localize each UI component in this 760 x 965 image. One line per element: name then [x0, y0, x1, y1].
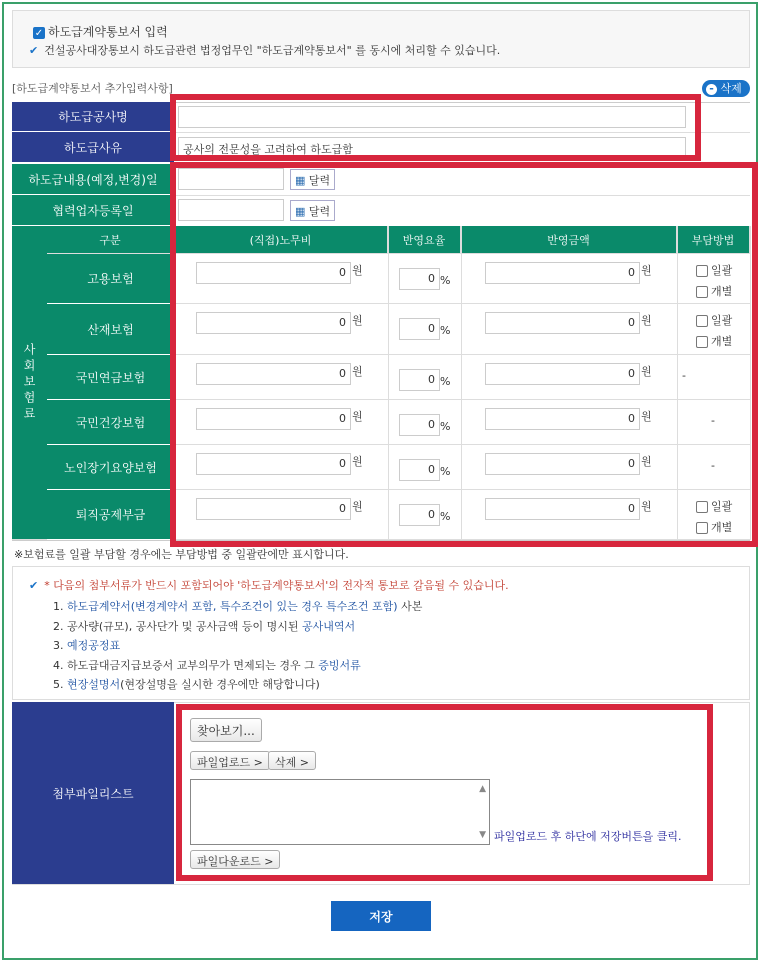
- won-unit: 원: [352, 365, 363, 378]
- attach-notice-item: 4. 하도급대금지급보증서 교부의무가 면제되는 경우 그 증빙서류: [53, 658, 361, 672]
- insurance-row-label: 국민건강보험: [47, 400, 174, 445]
- browse-button[interactable]: 찾아보기...: [190, 718, 262, 742]
- insurance-header-cell: 반영요율: [388, 226, 461, 254]
- scroll-down-icon[interactable]: ▼: [479, 830, 486, 840]
- amount-input[interactable]: 0: [485, 312, 640, 334]
- content-date-label: 하도급내용(예정,변경)일: [12, 164, 174, 195]
- highlight-box: [170, 94, 701, 161]
- attach-list-label: 첨부파일리스트: [12, 702, 174, 885]
- attach-notice-item: 2. 공사량(규모), 공사단가 및 공사금액 등이 명시된 공사내역서: [53, 619, 356, 633]
- won-unit: 원: [641, 314, 652, 327]
- percent-unit: %: [440, 375, 451, 388]
- method-none: -: [711, 459, 715, 472]
- won-unit: 원: [352, 264, 363, 277]
- percent-unit: %: [440, 274, 451, 287]
- check-icon: ✔: [29, 44, 39, 57]
- notice-checkbox[interactable]: ✓: [34, 27, 44, 39]
- required-doc-name: 현장설명서: [67, 678, 121, 691]
- attach-notice-item: 5. 현장설명서(현장설명을 실시한 경우에만 해당합니다): [53, 678, 320, 691]
- insurance-row-label: 퇴직공제부금: [47, 490, 174, 540]
- won-unit: 원: [641, 455, 652, 468]
- upload-hint: 파일업로드 후 하단에 저장버튼을 클릭.: [494, 830, 682, 843]
- notice-checkbox-label: 하도급계약통보서 입력: [48, 25, 168, 39]
- lump-label: 일괄: [711, 500, 733, 513]
- project-name-label: 하도급공사명: [12, 102, 174, 132]
- rate-input[interactable]: 0: [399, 268, 440, 290]
- indiv-label: 개별: [711, 285, 733, 298]
- highlight-box: [176, 704, 713, 881]
- lump-label: 일괄: [711, 264, 733, 277]
- reason-label: 하도급사유: [12, 132, 174, 163]
- calendar-label: 달력: [308, 174, 331, 187]
- percent-unit: %: [440, 510, 451, 523]
- labor-cost-input[interactable]: 0: [196, 312, 351, 334]
- rate-input[interactable]: 0: [399, 459, 440, 481]
- labor-cost-input[interactable]: 0: [196, 498, 351, 520]
- labor-cost-input[interactable]: 0: [196, 453, 351, 475]
- attach-notice-item: 1. 하도급계약서(변경계약서 포함, 특수조건이 있는 경우 특수조건 포함) 사본: [53, 600, 423, 613]
- insurance-row-label: 국민연금보험: [47, 355, 174, 400]
- insurance-group-label: 사회보험료: [12, 226, 47, 540]
- required-doc-name: 하도급계약서(변경계약서 포함, 특수조건이 있는 경우 특수조건 포함): [67, 600, 398, 613]
- calendar-label: 달력: [308, 205, 331, 218]
- insurance-header-cell: 구분: [47, 226, 174, 254]
- insurance-row-label: 고용보험: [47, 254, 174, 304]
- highlight-box: [170, 162, 758, 547]
- attach-notice-headline-text: * 다음의 첨부서류가 반드시 포함되어야 '하도급계약통보서'의 전자적 통보로 갈음될 수 있습니다.: [44, 579, 509, 592]
- lump-label: 일괄: [711, 314, 733, 327]
- won-unit: 원: [641, 264, 652, 277]
- amount-input[interactable]: 0: [485, 498, 640, 520]
- reason-input[interactable]: 공사의 전문성을 고려하여 하도급함: [178, 137, 686, 159]
- insurance-header-cell: (직접)노무비: [174, 226, 388, 254]
- won-unit: 원: [352, 500, 363, 513]
- labor-cost-input[interactable]: 0: [196, 408, 351, 430]
- percent-unit: %: [440, 324, 451, 337]
- minus-icon: -: [706, 84, 717, 95]
- attach-notice-item: 3. 예정공정표: [53, 639, 121, 652]
- amount-input[interactable]: 0: [485, 363, 640, 385]
- file-delete-button[interactable]: 삭제 >: [268, 751, 316, 770]
- file-download-button[interactable]: 파일다운로드 >: [190, 850, 280, 869]
- section-title: [하도급계약통보서 추가입력사항]: [12, 82, 173, 95]
- calendar-icon: ▦: [295, 205, 306, 218]
- percent-unit: %: [440, 420, 451, 433]
- indiv-label: 개별: [711, 335, 733, 348]
- info-box: [12, 10, 750, 68]
- file-upload-button[interactable]: 파일업로드 >: [190, 751, 270, 770]
- won-unit: 원: [352, 455, 363, 468]
- rate-input[interactable]: 0: [399, 504, 440, 526]
- required-doc-name: 증빙서류: [318, 658, 361, 672]
- insurance-header-cell: 반영금액: [461, 226, 677, 254]
- indiv-label: 개별: [711, 521, 733, 534]
- attach-notice-box: [12, 566, 750, 700]
- method-none: -: [711, 414, 715, 427]
- calendar-icon: ▦: [295, 174, 306, 187]
- attach-notice-headline: [29, 577, 509, 593]
- rate-input[interactable]: 0: [399, 369, 440, 391]
- rate-input[interactable]: 0: [399, 318, 440, 340]
- insurance-row-label: 산재보험: [47, 304, 174, 355]
- delete-pill-label: 삭제: [720, 82, 742, 95]
- won-unit: 원: [641, 500, 652, 513]
- notice-toggle[interactable]: [33, 23, 168, 40]
- save-button[interactable]: 저장: [331, 901, 431, 931]
- method-none: -: [682, 369, 686, 382]
- required-doc-name: 공사내역서: [301, 619, 356, 633]
- required-doc-name: 예정공정표: [67, 639, 121, 652]
- notice-text: 건설공사대장통보시 하도급관련 법정업무인 "하도급계약통보서" 를 동시에 처리할 수 있습니다.: [44, 44, 501, 57]
- won-unit: 원: [352, 410, 363, 423]
- amount-input[interactable]: 0: [485, 453, 640, 475]
- register-date-label: 협력업자등록일: [12, 195, 174, 226]
- insurance-header-cell: 부담방법: [677, 226, 750, 254]
- insurance-footnote: ※보험료를 일괄 부담할 경우에는 부담방법 중 일괄란에만 표시합니다.: [14, 548, 349, 561]
- won-unit: 원: [352, 314, 363, 327]
- insurance-row-label: 노인장기요양보험: [47, 445, 174, 490]
- amount-input[interactable]: 0: [485, 262, 640, 284]
- percent-unit: %: [440, 465, 451, 478]
- check-icon: ✔: [29, 579, 39, 592]
- labor-cost-input[interactable]: 0: [196, 262, 351, 284]
- labor-cost-input[interactable]: 0: [196, 363, 351, 385]
- won-unit: 원: [641, 365, 652, 378]
- amount-input[interactable]: 0: [485, 408, 640, 430]
- won-unit: 원: [641, 410, 652, 423]
- notice-line: [29, 42, 500, 58]
- scroll-up-icon[interactable]: ▲: [479, 784, 486, 794]
- delete-pill-button[interactable]: [702, 80, 750, 97]
- rate-input[interactable]: 0: [399, 414, 440, 436]
